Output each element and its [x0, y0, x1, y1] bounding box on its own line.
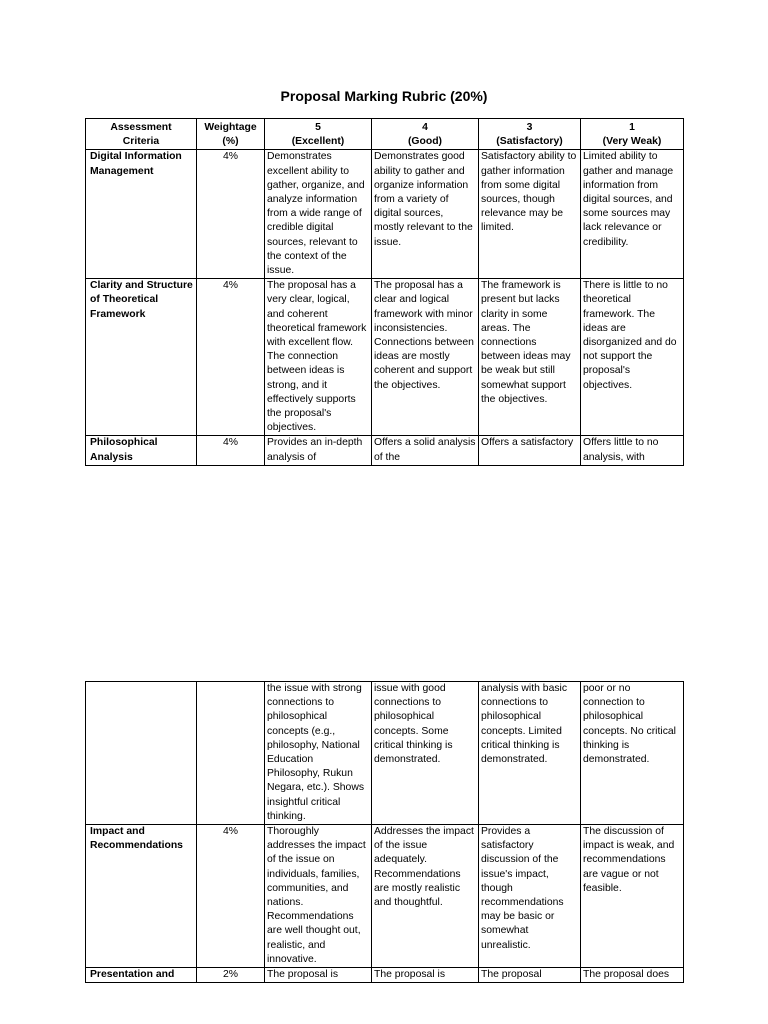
score-1-cell: The discussion of impact is weak, and recommendations are vague or not feasible. — [581, 825, 684, 968]
criteria-cell — [86, 682, 197, 825]
score-5-cell: the issue with strong connections to philosophical concepts (e.g., philosophy, National Education Philosophy, Rukun Negara, etc.). Shows insightful critical thinking. — [265, 682, 372, 825]
weight-cell: 4% — [197, 436, 265, 465]
criteria-cell: Digital Information Management — [86, 150, 197, 279]
table-row — [86, 436, 684, 465]
score-4-cell: issue with good connections to philosophical concepts. Some critical thinking is demonstrated. — [372, 682, 479, 825]
header-score-1: 1 (Very Weak) — [581, 119, 684, 150]
table-row — [86, 968, 684, 983]
page-title: Proposal Marking Rubric (20%) — [280, 88, 488, 104]
header-criteria: Assessment Criteria — [86, 119, 197, 150]
criteria-cell: Impact and Recommendations — [86, 825, 197, 968]
score-3-cell: The proposal — [479, 968, 581, 983]
weight-cell: 4% — [197, 150, 265, 279]
rubric-table-page-2 — [85, 681, 684, 983]
rubric-table-page-1 — [85, 118, 684, 466]
score-5-cell: Provides an in-depth analysis of — [265, 436, 372, 465]
criteria-cell: Presentation and — [86, 968, 197, 983]
score-3-cell: Offers a satisfactory — [479, 436, 581, 465]
weight-cell: 4% — [197, 279, 265, 436]
score-5-cell: Thoroughly addresses the impact of the issue on individuals, families, communities, and nations. Recommendations are well thought out, realistic, and innovative. — [265, 825, 372, 968]
score-1-cell: The proposal does — [581, 968, 684, 983]
score-1-cell: There is little to no theoretical framework. The ideas are disorganized and do not support the proposal's objectives. — [581, 279, 684, 436]
table-row — [86, 682, 684, 825]
score-1-cell: Offers little to no analysis, with — [581, 436, 684, 465]
table-row — [86, 825, 684, 968]
score-4-cell: Offers a solid analysis of the — [372, 436, 479, 465]
weight-cell — [197, 682, 265, 825]
score-4-cell: Demonstrates good ability to gather and organize information from a variety of digital sources, mostly relevant to the issue. — [372, 150, 479, 279]
weight-cell: 2% — [197, 968, 265, 983]
score-4-cell: The proposal is — [372, 968, 479, 983]
header-row — [86, 119, 684, 150]
score-1-cell: Limited ability to gather and manage information from digital sources, and some sources may lack relevance or credibility. — [581, 150, 684, 279]
score-4-cell: Addresses the impact of the issue adequately. Recommendations are mostly realistic and thoughtful. — [372, 825, 479, 968]
score-3-cell: Provides a satisfactory discussion of the issue's impact, though recommendations may be basic or somewhat unrealistic. — [479, 825, 581, 968]
score-3-cell: analysis with basic connections to philosophical concepts. Limited critical thinking is demonstrated. — [479, 682, 581, 825]
score-5-cell: The proposal has a very clear, logical, and coherent theoretical framework with excellent flow. The connection between ideas is strong, and it effectively supports the proposal's objectives. — [265, 279, 372, 436]
table-row — [86, 279, 684, 436]
criteria-cell: Philosophical Analysis — [86, 436, 197, 465]
score-4-cell: The proposal has a clear and logical framework with minor inconsistencies. Connections between ideas are mostly coherent and support the objectives. — [372, 279, 479, 436]
table-row — [86, 150, 684, 279]
header-score-3: 3 (Satisfactory) — [479, 119, 581, 150]
header-weightage: Weightage (%) — [197, 119, 265, 150]
header-score-5: 5 (Excellent) — [265, 119, 372, 150]
score-3-cell: The framework is present but lacks clarity in some areas. The connections between ideas may be weak but still somewhat support the objectives. — [479, 279, 581, 436]
criteria-cell: Clarity and Structure of Theoretical Framework — [86, 279, 197, 436]
header-score-4: 4 (Good) — [372, 119, 479, 150]
score-3-cell: Satisfactory ability to gather information from some digital sources, though relevance may be limited. — [479, 150, 581, 279]
score-5-cell: Demonstrates excellent ability to gather, organize, and analyze information from a wide range of credible digital sources, relevant to the context of the issue. — [265, 150, 372, 279]
score-5-cell: The proposal is — [265, 968, 372, 983]
score-1-cell: poor or no connection to philosophical concepts. No critical thinking is demonstrated. — [581, 682, 684, 825]
weight-cell: 4% — [197, 825, 265, 968]
